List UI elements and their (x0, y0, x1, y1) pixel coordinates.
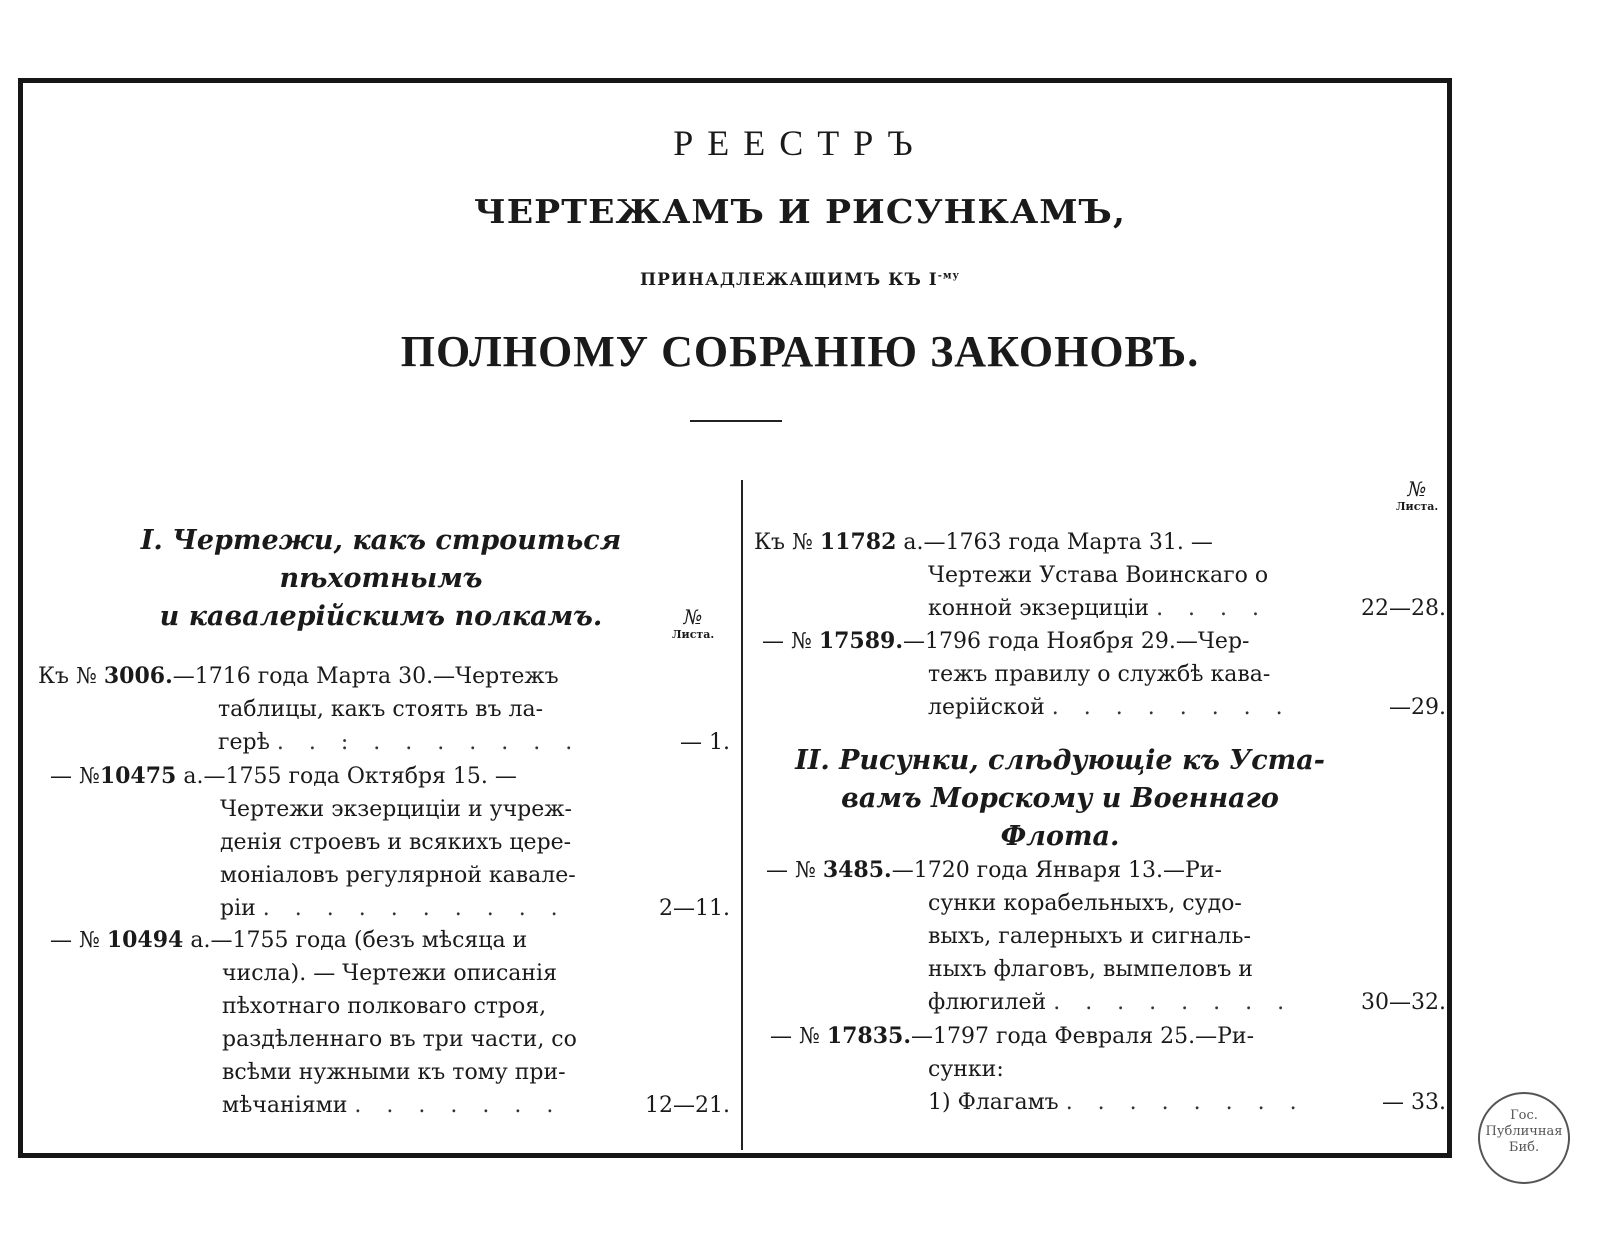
sheet-number: 22—28. (1361, 596, 1446, 621)
sheet-header-right: № Листа. (1395, 477, 1439, 513)
sheet-number: —29. (1389, 695, 1446, 720)
sheet-header-left: № Листа. (671, 605, 715, 641)
library-stamp: Гос. Публичная Биб. (1478, 1092, 1570, 1184)
section-heading-1 (36, 522, 726, 636)
column-divider (741, 480, 743, 1150)
section-heading-1-line1: I. Чертежи, какъ строиться пѣхотнымъ (140, 525, 622, 594)
title-belonging: ПРИНАДЛЕЖАЩИМЪ КЪ $I^{-му}$ (640, 270, 960, 290)
sheet-number: 12—21. (645, 1093, 730, 1118)
section-heading-2-line1: II. Рисунки, слѣдующіе къ Уста- (795, 745, 1325, 776)
sheet-number: 30—32. (1361, 990, 1446, 1015)
title-complete-collection: ПОЛНОМУ СОБРАНІЮ ЗАКОНОВЪ. (400, 327, 1200, 376)
title-registry: РЕЕСТРЪ (673, 123, 927, 163)
title-divider (690, 420, 782, 422)
section-heading-2-line3: Флота. (1000, 821, 1120, 852)
sheet-number: 2—11. (659, 896, 730, 921)
sheet-number: — 1. (680, 730, 730, 755)
section-heading-1-line2: и кавалерійскимъ полкамъ. (159, 601, 603, 632)
title-drawings-pictures: ЧЕРТЕЖАМЪ И РИСУНКАМЪ, (474, 192, 1126, 231)
section-heading-2 (760, 742, 1360, 856)
section-heading-2-line2: вамъ Морскому и Военнаго (841, 783, 1279, 814)
sheet-number: — 33. (1382, 1090, 1446, 1115)
